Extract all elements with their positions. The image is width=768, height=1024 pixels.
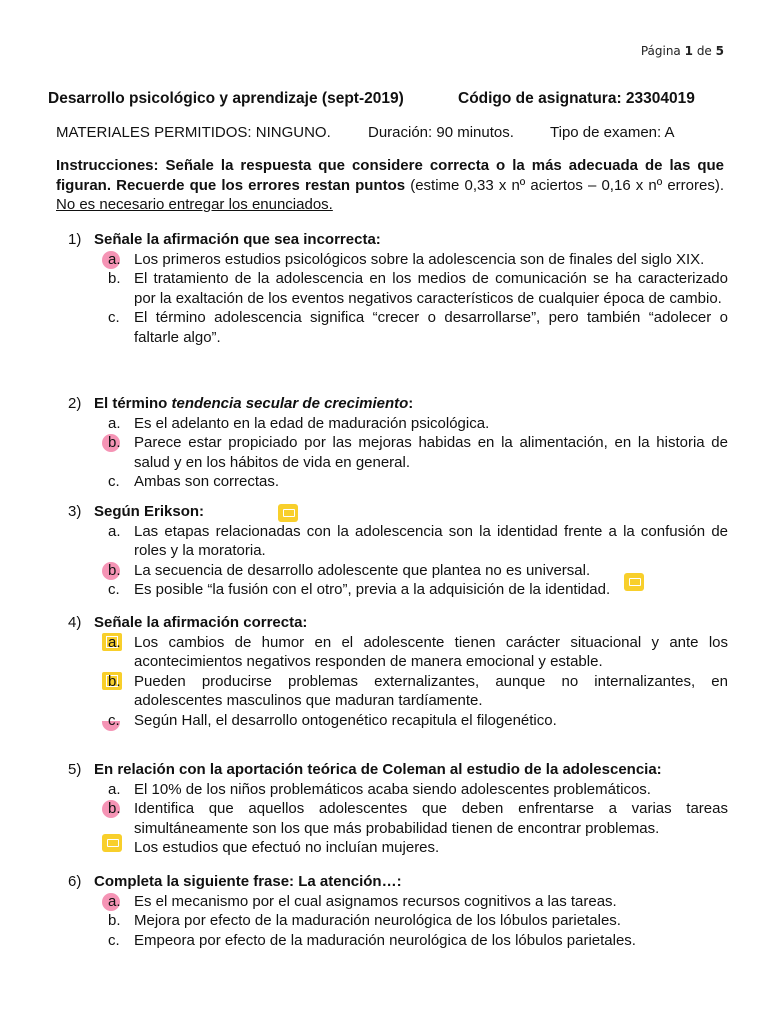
question-title: 2) El término tendencia secular de crecimiento: xyxy=(68,395,414,412)
comment-note-icon[interactable] xyxy=(624,573,644,591)
option-a[interactable]: a. Es el adelanto en la edad de maduración psicológica. xyxy=(108,414,490,432)
option-a[interactable]: a. El 10% de los niños problemáticos acaba siendo adolescentes problemáticos. xyxy=(108,780,651,798)
question-2 xyxy=(68,394,728,492)
comment-note-icon[interactable] xyxy=(102,834,122,852)
question-title: 5) En relación con la aportación teórica de Coleman al estudio de la adolescencia: xyxy=(68,761,662,778)
question-6 xyxy=(68,872,728,950)
option-a[interactable]: a. Las etapas relacionadas con la adolescencia son la identidad frente a la confusión de roles y la moratoria. xyxy=(108,522,728,559)
question-1 xyxy=(68,230,728,347)
option-c[interactable]: c. Es posible “la fusión con el otro”, previa a la adquisición de la identidad. xyxy=(108,581,611,598)
option-c[interactable]: c. El término adolescencia significa “crecer o desarrollarse”, pero también “adolecer o faltarle algo”. xyxy=(108,309,728,346)
exam-header xyxy=(48,90,728,108)
question-title: 3) Según Erikson: xyxy=(68,503,205,520)
question-title: 4) Señale la afirmación correcta: xyxy=(68,614,308,631)
option-b[interactable]: b. Identifica que aquellos adolescentes que deben enfrentarse a varias tareas simultáneamente son los que más probabilidad tienen de encontrar problemas. xyxy=(108,799,728,838)
option-b[interactable]: b. Parece estar propiciado por las mejoras habidas en la alimentación, en la historia de salud y en los hábitos de vida en general. xyxy=(108,433,728,472)
question-3 xyxy=(68,502,728,600)
option-b[interactable]: b. Pueden producirse problemas externalizantes, aunque no internalizantes, en adolescentes masculinos que maduran tardíamente. xyxy=(108,672,728,711)
option-a[interactable]: a. Los primeros estudios psicológicos sobre la adolescencia son de finales del siglo XIX. xyxy=(108,250,728,270)
option-a[interactable]: a. Los cambios de humor en el adolescente tienen carácter situacional y ante los acontecimientos negativos responden de manera emocional y estable. xyxy=(108,633,728,672)
option-c[interactable]: c. Según Hall, el desarrollo ontogenético recapitula el filogenético. xyxy=(108,711,728,731)
exam-type: Tipo de examen: A xyxy=(550,124,675,141)
materials-allowed: MATERIALES PERMITIDOS: NINGUNO. xyxy=(56,124,331,141)
question-4 xyxy=(68,613,728,730)
option-b[interactable]: b. La secuencia de desarrollo adolescente que plantea no es universal. xyxy=(108,561,728,581)
option-a[interactable]: a. Es el mecanismo por el cual asignamos recursos cognitivos a las tareas. xyxy=(108,892,728,912)
option-b[interactable]: b. El tratamiento de la adolescencia en los medios de comunicación se ha caracterizado por la exaltación de los eventos negativos característicos de cualquier época de cambio. xyxy=(108,270,728,307)
course-title: Desarrollo psicológico y aprendizaje (sept-2019) xyxy=(48,90,404,107)
question-title: 6) Completa la siguiente frase: La atención…: xyxy=(68,873,402,890)
option-c[interactable]: c. Ambas son correctas. xyxy=(108,473,280,490)
question-5 xyxy=(68,760,728,858)
option-c[interactable]: Los estudios que efectuó no incluían mujeres. xyxy=(108,838,728,858)
question-title: 1) Señale la afirmación que sea incorrecta: xyxy=(68,231,381,248)
comment-note-icon[interactable] xyxy=(278,504,298,522)
course-code: Código de asignatura: 23304019 xyxy=(458,90,695,107)
page-number: Página 1 de 5 xyxy=(640,44,724,58)
option-b[interactable]: b. Mejora por efecto de la maduración neurológica de los lóbulos parietales. xyxy=(108,912,621,929)
instructions: Instrucciones: Señale la respuesta que considere correcta o la más adecuada de las que figuran. Recuerde que los errores restan puntos (estime 0,33 x nº aciertos – 0,16 x nº errores). No es necesario entregar los enunciados. xyxy=(56,157,725,213)
option-c[interactable]: c. Empeora por efecto de la maduración neurológica de los lóbulos parietales. xyxy=(108,931,636,949)
exam-duration: Duración: 90 minutos. xyxy=(368,124,514,141)
